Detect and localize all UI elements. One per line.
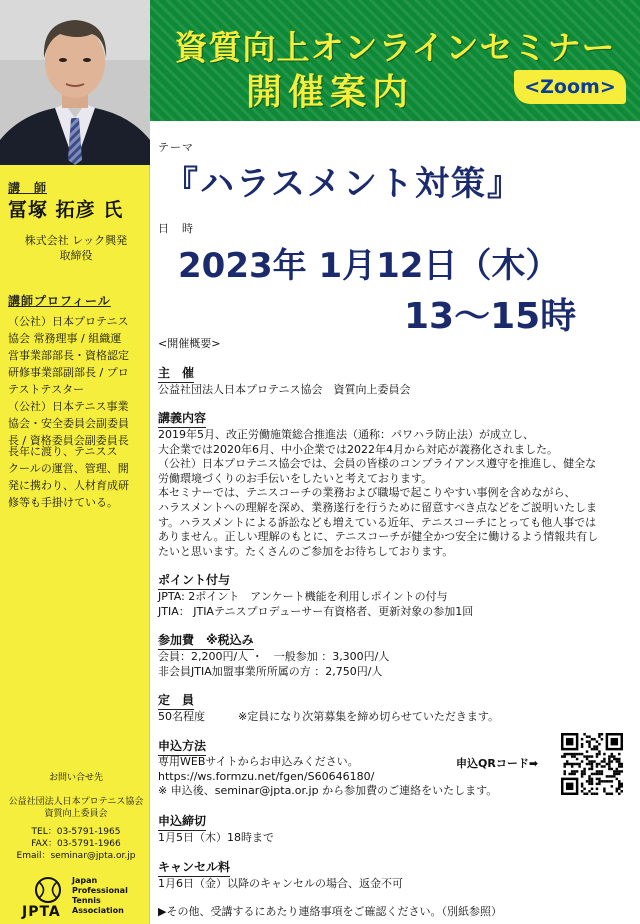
content-line: ありません。正しい理解のもとに、テニスコーチが健全かつ安全に働けるよう情報共有し — [158, 530, 599, 544]
profile-line: 研修事業部副部長 / プロ — [8, 366, 129, 379]
logo-subtext-line: Professional — [72, 886, 128, 895]
contact-org1: 公益社団法人日本プロテニス協会 — [8, 797, 144, 807]
content-line: （公社）日本プロテニス協会では、会員の皆様のコンプライアンス遵守を推進し、健全な — [158, 457, 597, 471]
company-line2: 取締役 — [59, 249, 93, 262]
content-heading: 講義内容 — [158, 407, 206, 428]
profile-line: （公社）日本プロテニス — [8, 315, 129, 328]
points-line: JTIA： JTIAテニスプロデューサー有資格者、更新対象の参加1回 — [158, 605, 474, 618]
content-line: 労働環境づくりのお手伝いをしたいと考えております。 — [158, 471, 433, 485]
content-line: ハラスメントへの理解を深め、業務遂行を行うために留意すべき点などをご説明いたしま — [158, 500, 598, 514]
lecturer-name: 冨塚 拓彦 氏 — [8, 199, 124, 221]
capacity-heading: 定 員 — [158, 689, 194, 710]
footer-note: ▶その他、受講するにあたり連絡事項をご確認ください。（別紙参照） — [158, 905, 502, 918]
contact-tel: TEL：03-5791-1965 — [31, 827, 121, 837]
lecturer-company — [8, 233, 144, 263]
host-text: 公益社団法人日本プロテニス協会 資質向上委員会 — [158, 383, 411, 396]
zoom-badge — [514, 70, 626, 104]
apply-line1: 専用WEBサイトからお申込みください。 — [158, 755, 359, 768]
header-banner — [150, 0, 640, 121]
content-line: 2019年5月、改正労働施策総合推進法（通称：パワハラ防止法）が成立し、 — [158, 428, 534, 441]
points-text — [158, 589, 473, 619]
fee-text — [158, 649, 389, 679]
event-date: 2023年 1月12日（木） — [178, 246, 560, 286]
apply-qr-label: 申込QRコード➡ — [456, 757, 539, 770]
points-line: JPTA: 2ポイント アンケート機能を利用しポイントの付与 — [158, 590, 448, 603]
event-time: 13～15時 — [404, 296, 577, 337]
jpta-logo — [22, 876, 142, 920]
zoom-badge-label: <Zoom> — [524, 76, 616, 98]
content-line: 大企業では2020年6月、中小企業では2022年4月から対応が義務化されました。 — [158, 442, 558, 456]
deadline-text: 1月5日（木）18時まで — [158, 831, 274, 844]
bio-text — [8, 443, 144, 511]
lecturer-photo — [0, 0, 150, 165]
cancel-heading: キャンセル料 — [158, 856, 230, 877]
fee-line1: 会員：2,200円/人 ・ 一般参加 ：3,300円/人 — [158, 650, 390, 663]
bio-line: 修等も手掛けている。 — [8, 496, 118, 509]
qr-code-icon[interactable] — [561, 733, 623, 795]
logo-subtext-line: Tennis — [72, 896, 101, 905]
fee-line2: 非会員JTIA加盟事業所所属の方 ：2,750円/人 — [158, 665, 383, 678]
host-heading: 主 催 — [158, 362, 194, 383]
logo-text: JPTA — [22, 904, 61, 920]
lecturer-label: 講 師 — [8, 181, 48, 195]
theme-label: テーマ — [158, 141, 194, 154]
apply-heading: 申込方法 — [158, 735, 206, 756]
bio-line: 長年に渡り、テニスス — [8, 445, 118, 458]
logo-subtext-line: Japan — [72, 876, 98, 885]
content-line: たいと思います。たくさんのご参加をお待ちしております。 — [158, 544, 454, 558]
content-text — [158, 428, 636, 559]
contact-org2: 資質向上委員会 — [44, 809, 108, 819]
contact-fax: FAX：03-5791-1966 — [31, 839, 121, 849]
apply-text — [158, 755, 497, 799]
logo-subtext — [72, 876, 128, 916]
profile-heading: 講師プロフィール — [8, 294, 111, 308]
apply-note: ※ 申込後、seminar@jpta.or.jp から参加費のご連絡をいたします。 — [158, 784, 498, 797]
profile-line: 営事業部部長・資格認定 — [8, 349, 129, 362]
company-line1: 株式会社 レック興発 — [24, 234, 128, 247]
profile-text — [8, 313, 144, 449]
bio-line: クールの運営、管理、開 — [8, 462, 129, 475]
header-title-line2: 開催案内 — [245, 72, 414, 113]
profile-line: 協会 常務理事 / 組織運 — [8, 332, 122, 345]
date-label: 日 時 — [158, 222, 194, 235]
profile-line: 協会・安全委員会副委員 — [8, 417, 129, 430]
profile-line: テストテスター — [8, 383, 85, 396]
contact-heading: お問い合せ先 — [48, 773, 103, 783]
apply-url[interactable]: https://ws.formzu.net/fgen/S60646180/ — [158, 769, 375, 783]
points-heading: ポイント付与 — [158, 569, 230, 590]
logo-subtext-line: Association — [72, 906, 124, 915]
fee-heading: 参加費 ※税込み — [158, 629, 254, 650]
deadline-heading: 申込締切 — [158, 810, 206, 831]
content-line: す。ハラスメントによる訴訟なども増えている近年、テニスコーチにとっても他人事では — [158, 515, 597, 529]
profile-line: 長 / 資格委員会副委員長 — [8, 434, 129, 447]
content-line: 本セミナーでは、テニスコーチの業務および職場で起こりやすい事例を含めながら、 — [158, 486, 576, 500]
header-title-line1: 資質向上オンラインセミナー — [174, 28, 616, 67]
contact-block — [2, 796, 150, 862]
contact-email: Email：seminar@jpta.or.jp — [16, 851, 136, 861]
bio-line: 発に携わり、人材育成研 — [8, 479, 129, 492]
theme-title: 『ハラスメント対策』 — [164, 164, 523, 204]
cancel-text: 1月6日（金）以降のキャンセルの場合、返金不可 — [158, 877, 403, 890]
overview-label: <開催概要> — [158, 337, 221, 350]
profile-line: （公社）日本テニス事業 — [8, 400, 129, 413]
capacity-text: 50名程度 ※定員になり次第募集を締め切らせていただきます。 — [158, 710, 500, 723]
